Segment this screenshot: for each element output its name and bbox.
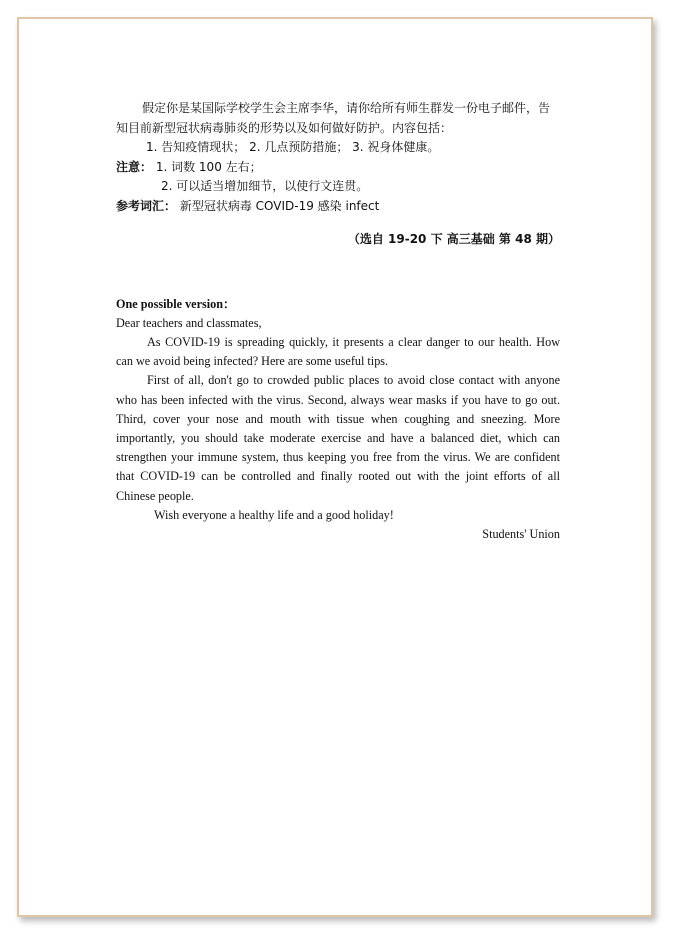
document-content (116, 99, 560, 544)
vocab-text: 新型冠状病毒 COVID-19 感染 infect (179, 198, 380, 213)
answer-closing: Wish everyone a healthy life and a good holiday! (154, 507, 394, 522)
answer-paragraph-2: First of all, don't go to crowded public places to avoid close contact with anyone who has been infected with the virus. Second, always wear masks if you have to go out. Third, cover your nose and mouth with tissue when coughing and sneezing. More importantly, you should take moderate exercise and have a balanced diet, which can strengthen your immune system, thus keeping you free from the virus. We are confident that COVID-19 can be controlled and finally rooted out with the joint efforts of all Chinese people. (116, 373, 560, 503)
prompt-intro: 假定你是某国际学校学生会主席李华，请你给所有师生群发一份电子邮件，告知目前新型冠状病毒肺炎的形势以及如何做好防护。内容包括： (116, 101, 551, 135)
answer-greeting: Dear teachers and classmates, (116, 315, 262, 330)
prompt-notice-line-2: 2. 可以适当增加细节，以使行文连贯。 (161, 179, 369, 193)
prompt-notice-line-1 (116, 158, 560, 178)
prompt-vocab (116, 197, 560, 217)
source-note: （选自 19-20 下 高三基础 第 48 期） (347, 232, 560, 246)
prompt-items: 1. 告知疫情现状； 2. 几点预防措施； 3. 祝身体健康。 (146, 140, 440, 154)
answer-title: One possible version： (116, 296, 236, 311)
answer-paragraph-1: As COVID-19 is spreading quickly, it presents a clear danger to our health. How can we avoid being infected? Here are some useful tips. (116, 334, 560, 369)
document-page (17, 17, 653, 917)
vocab-label: 参考词汇： (116, 198, 177, 213)
answer-signature: Students' Union (482, 526, 560, 541)
notice-item-1: 1. 词数 100 左右； (155, 159, 262, 174)
notice-label: 注意： (116, 159, 153, 174)
